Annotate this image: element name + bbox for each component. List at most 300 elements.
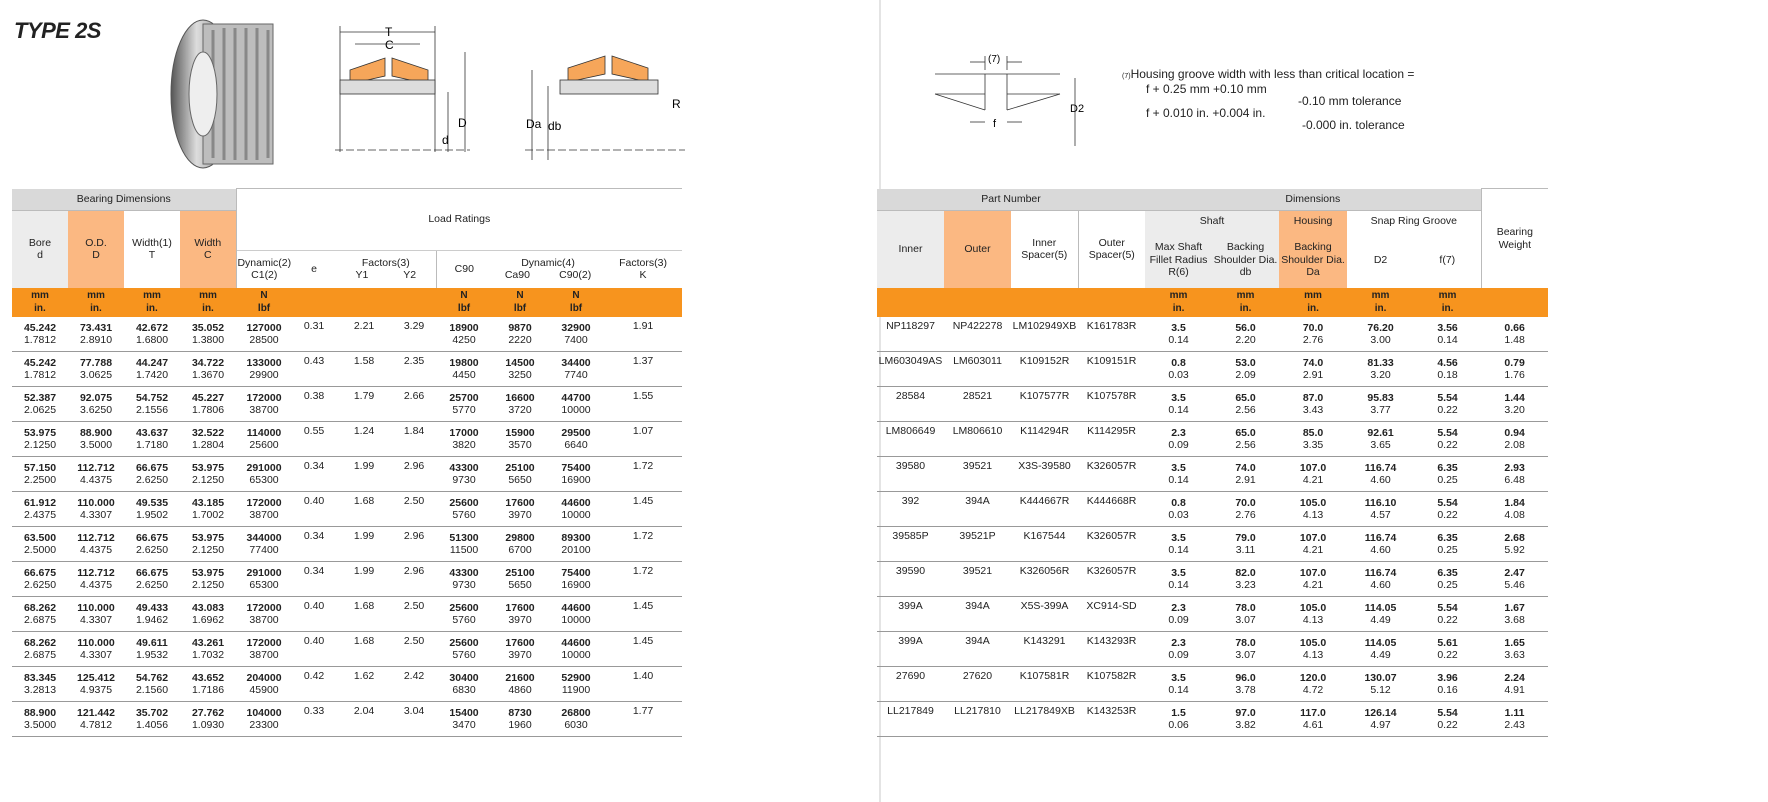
table-cell: 107.0 4.21	[1279, 562, 1347, 597]
table-cell: 28584	[877, 387, 944, 422]
table-row	[877, 457, 1548, 492]
table-cell: 172000 38700	[236, 632, 292, 667]
table-cell: 120.0 4.72	[1279, 667, 1347, 702]
table-cell: 25600 5760	[436, 597, 492, 632]
table-cell: LL217849XB	[1011, 702, 1078, 737]
table-cell: K326057R	[1078, 562, 1145, 597]
table-cell: 1.65 3.63	[1481, 632, 1548, 667]
table-cell: 2.96	[392, 527, 436, 562]
table-cell: 3.56 0.14	[1414, 317, 1481, 352]
table-cell: 2.47 5.46	[1481, 562, 1548, 597]
table-cell: 2.3 0.09	[1145, 597, 1212, 632]
table-cell: 54.752 2.1556	[124, 387, 180, 422]
table-cell: 70.0 2.76	[1212, 492, 1279, 527]
hdr-factors-y: Factors(3) Y1 Y2	[336, 250, 436, 288]
table-cell: 96.0 3.78	[1212, 667, 1279, 702]
units-row-right: mm in. mm in. mm in. mm in. mm in.	[877, 288, 1548, 317]
table-cell: 15900 3570	[492, 422, 548, 457]
label-7: (7)	[988, 54, 1001, 65]
table-cell: 16600 3720	[492, 387, 548, 422]
table-cell: 25600 5760	[436, 492, 492, 527]
table-row	[877, 632, 1548, 667]
table-cell: 116.74 4.60	[1347, 527, 1414, 562]
table-cell: 52900 11900	[548, 667, 604, 702]
table-cell: 17600 3970	[492, 632, 548, 667]
table-cell: K114295R	[1078, 422, 1145, 457]
table-cell: 63.500 2.5000	[12, 527, 68, 562]
table-cell: 0.34	[292, 527, 336, 562]
table-cell: 78.0 3.07	[1212, 597, 1279, 632]
table-cell: 0.40	[292, 597, 336, 632]
table-cell: K107577R	[1011, 387, 1078, 422]
table-cell: 1.79	[336, 387, 392, 422]
table-cell: 45.227 1.7806	[180, 387, 236, 422]
group-part-number: Part Number	[877, 189, 1145, 211]
table-cell: 25100 5650	[492, 457, 548, 492]
table-cell: 1.24	[336, 422, 392, 457]
table-row	[877, 597, 1548, 632]
table-cell: K107578R	[1078, 387, 1145, 422]
table-cell: K444667R	[1011, 492, 1078, 527]
table-cell: 399A	[877, 632, 944, 667]
table-cell: 66.675 2.6250	[124, 562, 180, 597]
table-cell: 5.54 0.22	[1414, 597, 1481, 632]
hdr-e: e	[292, 250, 336, 288]
table-cell: 1.68	[336, 632, 392, 667]
table-cell: 95.83 3.77	[1347, 387, 1414, 422]
table-cell: 39521	[944, 457, 1011, 492]
table-cell: 17000 3820	[436, 422, 492, 457]
table-cell: 17600 3970	[492, 597, 548, 632]
table-cell: 25700 5770	[436, 387, 492, 422]
table-cell: 88.900 3.5000	[68, 422, 124, 457]
table-cell: K326056R	[1011, 562, 1078, 597]
table-row	[877, 667, 1548, 702]
table-cell: 1.68	[336, 492, 392, 527]
hdr-fillet-radius: Max Shaft Fillet Radius R(6)	[1145, 232, 1212, 288]
table-cell: 3.29	[392, 317, 436, 352]
table-cell: 110.000 4.3307	[68, 632, 124, 667]
table-cell: K107582R	[1078, 667, 1145, 702]
table-cell: 29500 6640	[548, 422, 604, 457]
table-cell: 56.0 2.20	[1212, 317, 1279, 352]
table-row	[877, 562, 1548, 597]
hdr-snap-ring: Snap Ring Groove	[1347, 210, 1481, 232]
table-cell: 5.54 0.22	[1414, 387, 1481, 422]
table-cell: 394A	[944, 492, 1011, 527]
table-cell: 1.72	[604, 562, 682, 597]
table-cell: 81.33 3.20	[1347, 352, 1414, 387]
table-cell: K143293R	[1078, 632, 1145, 667]
table-cell: 61.912 2.4375	[12, 492, 68, 527]
hdr-bearing-weight: Bearing Weight	[1481, 189, 1548, 289]
label-T: T	[385, 25, 393, 39]
table-cell: 2.50	[392, 632, 436, 667]
table-cell: 39521	[944, 562, 1011, 597]
table-cell: 1.37	[604, 352, 682, 387]
table-cell: 394A	[944, 632, 1011, 667]
table-cell: 92.075 3.6250	[68, 387, 124, 422]
table-cell: K109152R	[1011, 352, 1078, 387]
table-cell: 34.722 1.3670	[180, 352, 236, 387]
table-row	[12, 317, 682, 352]
table-row	[877, 317, 1548, 352]
hdr-width: Width(1) T	[124, 210, 180, 288]
table-cell: 1.40	[604, 667, 682, 702]
table-row	[877, 352, 1548, 387]
hdr-inner: Inner	[877, 210, 944, 288]
label-D: D	[458, 116, 467, 130]
table-cell: 77.788 3.0625	[68, 352, 124, 387]
table-cell: 2.3 0.09	[1145, 422, 1212, 457]
table-cell: 66.675 2.6250	[12, 562, 68, 597]
table-cell: 1.45	[604, 632, 682, 667]
table-cell: 2.50	[392, 492, 436, 527]
hdr-outer: Outer	[944, 210, 1011, 288]
table-row	[12, 667, 682, 702]
hdr-od: O.D. D	[68, 210, 124, 288]
table-cell: 35.052 1.3800	[180, 317, 236, 352]
table-row	[12, 702, 682, 737]
table-row	[12, 597, 682, 632]
table-cell: K107581R	[1011, 667, 1078, 702]
table-cell: 32.522 1.2804	[180, 422, 236, 457]
table-cell: 15400 3470	[436, 702, 492, 737]
table-cell: 79.0 3.11	[1212, 527, 1279, 562]
table-cell: 105.0 4.13	[1279, 632, 1347, 667]
table-cell: K167544	[1011, 527, 1078, 562]
label-f: f	[993, 118, 997, 130]
table-cell: XC914-SD	[1078, 597, 1145, 632]
table-cell: 65.0 2.56	[1212, 387, 1279, 422]
table-cell: 26800 6030	[548, 702, 604, 737]
table-cell: 0.34	[292, 457, 336, 492]
table-cell: 172000 38700	[236, 597, 292, 632]
table-cell: 112.712 4.4375	[68, 562, 124, 597]
table-cell: 5.54 0.22	[1414, 702, 1481, 737]
table-cell: 45.242 1.7812	[12, 317, 68, 352]
table-row	[877, 387, 1548, 422]
bearing-dimensions-table	[12, 188, 682, 737]
table-cell: NP118297	[877, 317, 944, 352]
table-cell: 392	[877, 492, 944, 527]
table-cell: 133000 29900	[236, 352, 292, 387]
table-cell: 399A	[877, 597, 944, 632]
table-row	[877, 702, 1548, 737]
table-cell: LM603011	[944, 352, 1011, 387]
table-cell: 1.99	[336, 457, 392, 492]
table-cell: 32900 7400	[548, 317, 604, 352]
table-cell: 49.433 1.9462	[124, 597, 180, 632]
table-row	[12, 457, 682, 492]
hdr-shaft-backing: Backing Shoulder Dia. db	[1212, 232, 1279, 288]
hdr-d2: D2	[1347, 232, 1414, 288]
table-cell: 2.3 0.09	[1145, 632, 1212, 667]
hdr-dynamic-c1: Dynamic(2) C1(2)	[236, 250, 292, 288]
table-cell: 6.35 0.25	[1414, 527, 1481, 562]
table-cell: 3.5 0.14	[1145, 387, 1212, 422]
table-cell: LM806649	[877, 422, 944, 457]
table-row	[12, 352, 682, 387]
table-cell: 74.0 2.91	[1212, 457, 1279, 492]
table-cell: 27.762 1.0930	[180, 702, 236, 737]
label-db: db	[548, 119, 562, 133]
table-cell: 68.262 2.6875	[12, 597, 68, 632]
table-cell: 104000 23300	[236, 702, 292, 737]
table-cell: 8730 1960	[492, 702, 548, 737]
table-cell: 39521P	[944, 527, 1011, 562]
table-cell: 0.31	[292, 317, 336, 352]
table-cell: 44600 10000	[548, 632, 604, 667]
table-cell: K326057R	[1078, 527, 1145, 562]
table-cell: 29800 6700	[492, 527, 548, 562]
table-cell: 43.185 1.7002	[180, 492, 236, 527]
table-cell: 291000 65300	[236, 562, 292, 597]
table-cell: 45.242 1.7812	[12, 352, 68, 387]
group-bearing-dimensions: Bearing Dimensions	[12, 189, 236, 211]
table-cell: K326057R	[1078, 457, 1145, 492]
table-cell: 110.000 4.3307	[68, 492, 124, 527]
table-cell: 1.55	[604, 387, 682, 422]
table-cell: 1.99	[336, 562, 392, 597]
table-cell: 0.38	[292, 387, 336, 422]
table-cell: 2.68 5.92	[1481, 527, 1548, 562]
table-cell: 127000 28500	[236, 317, 292, 352]
table-cell: 2.21	[336, 317, 392, 352]
table-cell: 105.0 4.13	[1279, 492, 1347, 527]
table-cell: 3.5 0.14	[1145, 527, 1212, 562]
table-cell: 44600 10000	[548, 492, 604, 527]
table-cell: 126.14 4.97	[1347, 702, 1414, 737]
table-cell: 9870 2220	[492, 317, 548, 352]
table-cell: 1.77	[604, 702, 682, 737]
table-cell: 49.611 1.9532	[124, 632, 180, 667]
table-cell: 30400 6830	[436, 667, 492, 702]
table-cell: 43300 9730	[436, 562, 492, 597]
table-cell: 73.431 2.8910	[68, 317, 124, 352]
table-cell: 89300 20100	[548, 527, 604, 562]
table-row	[12, 492, 682, 527]
table-cell: 0.33	[292, 702, 336, 737]
table-cell: LM806610	[944, 422, 1011, 457]
table-cell: K143291	[1011, 632, 1078, 667]
housing-groove-diagram	[930, 48, 1100, 148]
table-cell: 116.10 4.57	[1347, 492, 1414, 527]
table-cell: 97.0 3.82	[1212, 702, 1279, 737]
table-cell: 68.262 2.6875	[12, 632, 68, 667]
table-cell: 0.79 1.76	[1481, 352, 1548, 387]
table-cell: 0.8 0.03	[1145, 352, 1212, 387]
table-cell: 66.675 2.6250	[124, 457, 180, 492]
table-cell: 21600 4860	[492, 667, 548, 702]
table-cell: 53.975 2.1250	[180, 457, 236, 492]
hdr-width-c: Width C	[180, 210, 236, 288]
table-cell: 39585P	[877, 527, 944, 562]
table-cell: 172000 38700	[236, 492, 292, 527]
table-cell: K444668R	[1078, 492, 1145, 527]
table-row	[12, 527, 682, 562]
table-cell: 87.0 3.43	[1279, 387, 1347, 422]
table-cell: 1.5 0.06	[1145, 702, 1212, 737]
part-number-table	[877, 188, 1548, 737]
table-cell: 3.5 0.14	[1145, 562, 1212, 597]
table-row	[12, 422, 682, 457]
table-cell: 44600 10000	[548, 597, 604, 632]
table-cell: 66.675 2.6250	[124, 527, 180, 562]
table-cell: 116.74 4.60	[1347, 457, 1414, 492]
table-cell: 204000 45900	[236, 667, 292, 702]
table-cell: 75400 16900	[548, 457, 604, 492]
table-cell: 2.42	[392, 667, 436, 702]
table-cell: 2.35	[392, 352, 436, 387]
table-cell: LM603049AS	[877, 352, 944, 387]
table-cell: 2.96	[392, 457, 436, 492]
table-cell: 53.975 2.1250	[12, 422, 68, 457]
table-cell: 53.975 2.1250	[180, 527, 236, 562]
table-cell: 107.0 4.21	[1279, 457, 1347, 492]
table-cell: 125.412 4.9375	[68, 667, 124, 702]
table-cell: 27690	[877, 667, 944, 702]
table-cell: 3.5 0.14	[1145, 317, 1212, 352]
table-cell: 1.67 3.68	[1481, 597, 1548, 632]
table-cell: 92.61 3.65	[1347, 422, 1414, 457]
hdr-c90: C90	[436, 250, 492, 288]
table-cell: 53.975 2.1250	[180, 562, 236, 597]
table-cell: 43.637 1.7180	[124, 422, 180, 457]
table-cell: 0.42	[292, 667, 336, 702]
label-R: R	[672, 97, 681, 111]
table-cell: 117.0 4.61	[1279, 702, 1347, 737]
table-cell: 1.58	[336, 352, 392, 387]
table-cell: 78.0 3.07	[1212, 632, 1279, 667]
table-cell: 25100 5650	[492, 562, 548, 597]
table-cell: 121.442 4.7812	[68, 702, 124, 737]
table-row	[877, 492, 1548, 527]
table-cell: 35.702 1.4056	[124, 702, 180, 737]
table-cell: 82.0 3.23	[1212, 562, 1279, 597]
table-cell: 49.535 1.9502	[124, 492, 180, 527]
table-cell: LL217849	[877, 702, 944, 737]
table-cell: 1.91	[604, 317, 682, 352]
table-cell: 3.5 0.14	[1145, 457, 1212, 492]
table-cell: NP422278	[944, 317, 1011, 352]
table-cell: K109151R	[1078, 352, 1145, 387]
table-cell: 2.04	[336, 702, 392, 737]
table-row	[12, 562, 682, 597]
hdr-housing-backing: Backing Shoulder Dia. Da	[1279, 232, 1347, 288]
table-cell: 75400 16900	[548, 562, 604, 597]
table-cell: 43.652 1.7186	[180, 667, 236, 702]
hdr-f7: f(7)	[1414, 232, 1481, 288]
table-cell: 112.712 4.4375	[68, 527, 124, 562]
table-cell: 54.762 2.1560	[124, 667, 180, 702]
label-d: d	[442, 133, 449, 147]
table-cell: 14500 3250	[492, 352, 548, 387]
table-cell: 0.8 0.03	[1145, 492, 1212, 527]
table-cell: 76.20 3.00	[1347, 317, 1414, 352]
table-cell: K143253R	[1078, 702, 1145, 737]
table-cell: 344000 77400	[236, 527, 292, 562]
table-cell: 74.0 2.91	[1279, 352, 1347, 387]
table-row	[12, 632, 682, 667]
table-cell: 52.387 2.0625	[12, 387, 68, 422]
mounting-diagram	[520, 50, 690, 175]
table-cell: 1.68	[336, 597, 392, 632]
table-cell: 27620	[944, 667, 1011, 702]
table-cell: 5.54 0.22	[1414, 422, 1481, 457]
table-row	[877, 422, 1548, 457]
table-cell: 34400 7740	[548, 352, 604, 387]
table-cell: 0.40	[292, 492, 336, 527]
table-cell: 107.0 4.21	[1279, 527, 1347, 562]
table-cell: 114.05 4.49	[1347, 597, 1414, 632]
table-cell: 17600 3970	[492, 492, 548, 527]
group-dimensions: Dimensions	[1145, 189, 1481, 211]
group-load-ratings: Load Ratings	[236, 189, 682, 251]
table-cell: 85.0 3.35	[1279, 422, 1347, 457]
table-cell: 43.083 1.6962	[180, 597, 236, 632]
table-cell: 2.66	[392, 387, 436, 422]
table-cell: 18900 4250	[436, 317, 492, 352]
table-cell: 2.24 4.91	[1481, 667, 1548, 702]
table-cell: X5S-399A	[1011, 597, 1078, 632]
table-cell: 39580	[877, 457, 944, 492]
table-cell: LM102949XB	[1011, 317, 1078, 352]
table-cell: 291000 65300	[236, 457, 292, 492]
table-cell: 2.50	[392, 597, 436, 632]
table-cell: 4.56 0.18	[1414, 352, 1481, 387]
table-cell: 0.66 1.48	[1481, 317, 1548, 352]
table-cell: 1.07	[604, 422, 682, 457]
table-row	[12, 387, 682, 422]
table-cell: LL217810	[944, 702, 1011, 737]
table-cell: 1.84 4.08	[1481, 492, 1548, 527]
hdr-shaft: Shaft	[1145, 210, 1279, 232]
housing-groove-note: (7)Housing groove width with less than critical location = f + 0.25 mm +0.10 mm -0.10 mm tolerance f + 0.010 in. +0.004 in. -0.000 in. tolerance	[1122, 67, 1415, 132]
table-cell: 1.45	[604, 492, 682, 527]
label-Da: Da	[526, 117, 542, 131]
table-cell: 394A	[944, 597, 1011, 632]
table-cell: 1.72	[604, 527, 682, 562]
table-cell: 114.05 4.49	[1347, 632, 1414, 667]
table-cell: 2.96	[392, 562, 436, 597]
table-cell: 1.99	[336, 527, 392, 562]
table-cell: 5.54 0.22	[1414, 492, 1481, 527]
hdr-inner-spacer: Inner Spacer(5)	[1011, 210, 1078, 288]
table-cell: 1.11 2.43	[1481, 702, 1548, 737]
table-cell: 112.712 4.4375	[68, 457, 124, 492]
table-cell: 6.35 0.25	[1414, 457, 1481, 492]
table-cell: 42.672 1.6800	[124, 317, 180, 352]
table-cell: 44.247 1.7420	[124, 352, 180, 387]
table-cell: 0.43	[292, 352, 336, 387]
label-C: C	[385, 38, 394, 52]
table-cell: 0.40	[292, 632, 336, 667]
table-cell: 130.07 5.12	[1347, 667, 1414, 702]
hdr-dynamic-ca90: Dynamic(4) Ca90 C90(2)	[492, 250, 604, 288]
table-cell: 105.0 4.13	[1279, 597, 1347, 632]
table-cell: 57.150 2.2500	[12, 457, 68, 492]
table-cell: 3.04	[392, 702, 436, 737]
hdr-housing: Housing	[1279, 210, 1347, 232]
table-cell: 172000 38700	[236, 387, 292, 422]
page-title: TYPE 2S	[14, 18, 101, 43]
table-cell: 39590	[877, 562, 944, 597]
table-cell: 0.55	[292, 422, 336, 457]
table-cell: 25600 5760	[436, 632, 492, 667]
table-cell: 1.72	[604, 457, 682, 492]
table-cell: 19800 4450	[436, 352, 492, 387]
